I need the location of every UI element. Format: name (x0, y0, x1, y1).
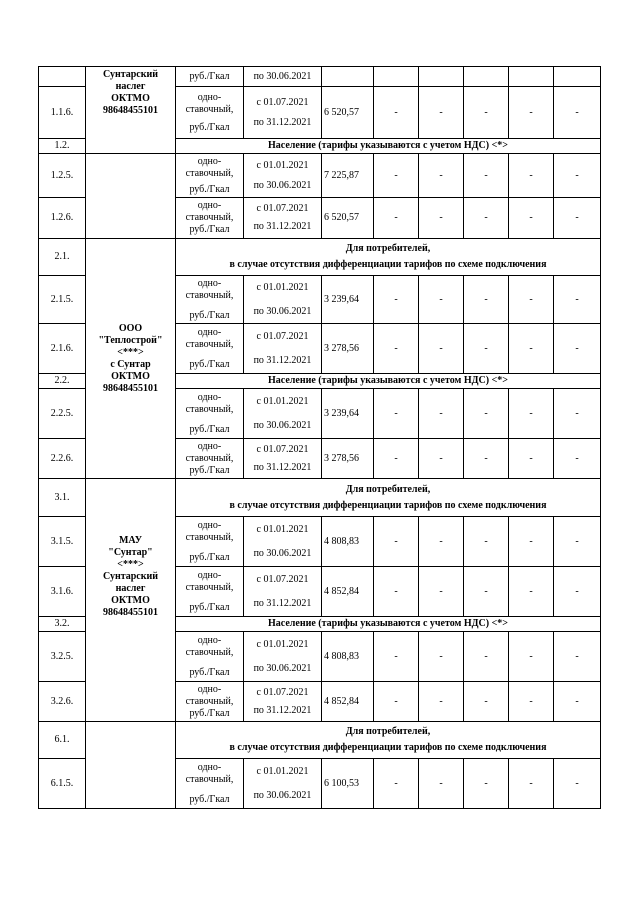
tariff-value: 4 852,84 (322, 567, 374, 617)
period-from: с 01.01.2021 (256, 523, 309, 535)
unit-cell: одно- ставочный, руб./Гкал (176, 439, 244, 479)
org-line: ОКТМО (111, 93, 150, 104)
unit-cell: одно- ставочный, руб./Гкал (176, 276, 244, 324)
period-from: с 01.07.2021 (256, 573, 309, 585)
dash-cell: - (554, 198, 601, 239)
dash-cell: - (374, 276, 419, 324)
tariff-value: 6 520,57 (322, 87, 374, 139)
dash-cell: - (464, 198, 509, 239)
row-number: 6.1. (39, 722, 86, 759)
dash-cell: - (374, 682, 419, 722)
dash-cell: - (554, 632, 601, 682)
tariff-value: 6 520,57 (322, 198, 374, 239)
period-to: по 30.06.2021 (253, 662, 312, 674)
dash-cell: - (374, 154, 419, 198)
dash-cell: - (509, 517, 554, 567)
dash-cell: - (464, 759, 509, 809)
dash-cell: - (509, 276, 554, 324)
org-line: ОКТМО (111, 371, 150, 382)
dash-cell: - (554, 87, 601, 139)
period-from: с 01.07.2021 (256, 443, 309, 455)
row-number: 2.2.6. (39, 439, 86, 479)
period-from: с 01.07.2021 (256, 203, 309, 214)
dash-cell: - (374, 198, 419, 239)
dash-cell: - (509, 154, 554, 198)
dash-cell: - (374, 87, 419, 139)
row-number: 2.1.6. (39, 324, 86, 374)
dash-cell: - (554, 567, 601, 617)
tariff-value: 3 278,56 (322, 439, 374, 479)
dash-cell: - (509, 759, 554, 809)
unit-cell: руб./Гкал (176, 67, 244, 87)
period-from: с 01.01.2021 (256, 159, 309, 171)
dash-cell: - (509, 632, 554, 682)
period-from: с 01.07.2021 (256, 330, 309, 342)
dash-cell: - (374, 389, 419, 439)
dash-cell: - (464, 632, 509, 682)
dash-cell: - (464, 87, 509, 139)
section-consumers: Для потребителей, в случае отсутствия дифференциации тарифов по схеме подключения (176, 239, 601, 276)
section-population: Население (тарифы указываются с учетом НДС) <*> (176, 374, 601, 389)
org-line: ООО (118, 323, 143, 334)
row-number: 3.2. (39, 617, 86, 632)
period-to: по 30.06.2021 (253, 547, 312, 559)
dash-cell: - (464, 154, 509, 198)
org-line: с Сунтар (110, 359, 151, 370)
dash-cell: - (554, 154, 601, 198)
period-cell (244, 276, 322, 324)
dash-cell: - (554, 389, 601, 439)
unit-cell: одно- ставочный, руб./Гкал (176, 87, 244, 139)
dash-cell: - (419, 87, 464, 139)
org-line: наслег (115, 81, 146, 92)
row-number: 2.2. (39, 374, 86, 389)
row-number: 3.1.5. (39, 517, 86, 567)
dash-cell: - (419, 439, 464, 479)
dash-cell: - (374, 567, 419, 617)
period-from: с 01.07.2021 (256, 686, 309, 698)
period-to: по 31.12.2021 (253, 461, 312, 473)
dash-cell: - (419, 567, 464, 617)
tariff-value: 3 278,56 (322, 324, 374, 374)
unit-cell: одно- ставочный, руб./Гкал (176, 567, 244, 617)
period-to: по 31.12.2021 (253, 116, 312, 128)
period-to: по 31.12.2021 (253, 354, 312, 366)
dash-cell: - (509, 682, 554, 722)
unit-cell: одно- ставочный, руб./Гкал (176, 632, 244, 682)
org-line: <***> (117, 559, 144, 570)
table-row (39, 154, 601, 198)
period-cell (244, 439, 322, 479)
org-line: 98648455101 (103, 383, 158, 394)
row-number: 2.1. (39, 239, 86, 276)
row-number: 1.2. (39, 139, 86, 154)
dash-cell: - (509, 87, 554, 139)
organization-cell-empty (86, 154, 176, 239)
org-line: "Теплострой" (98, 335, 163, 346)
tariff-value: 4 852,84 (322, 682, 374, 722)
period-to: по 30.06.2021 (253, 305, 312, 317)
period-to: по 30.06.2021 (253, 419, 312, 431)
dash-cell: - (554, 682, 601, 722)
row-number: 1.2.6. (39, 198, 86, 239)
period-cell (244, 682, 322, 722)
dash-cell: - (419, 632, 464, 682)
tariff-value: 6 100,53 (322, 759, 374, 809)
dash-cell: - (554, 276, 601, 324)
section-population: Население (тарифы указываются с учетом НДС) <*> (176, 139, 601, 154)
row-number: 2.1.5. (39, 276, 86, 324)
period-cell (244, 198, 322, 239)
dash-cell: - (374, 632, 419, 682)
section-consumers: Для потребителей, в случае отсутствия дифференциации тарифов по схеме подключения (176, 479, 601, 517)
period-cell (244, 632, 322, 682)
dash-cell: - (419, 198, 464, 239)
tariff-table (38, 66, 601, 809)
tariff-value: 4 808,83 (322, 632, 374, 682)
period-to: по 30.06.2021 (253, 179, 312, 191)
period-to: по 31.12.2021 (253, 597, 312, 609)
period-from: с 01.01.2021 (256, 638, 309, 650)
dash-cell: - (464, 517, 509, 567)
unit-cell: одно- ставочный, руб./Гкал (176, 517, 244, 567)
dash-cell: - (419, 517, 464, 567)
unit-cell: одно- ставочный, руб./Гкал (176, 759, 244, 809)
dash-cell: - (554, 517, 601, 567)
tariff-value: 3 239,64 (322, 276, 374, 324)
period-cell (244, 759, 322, 809)
period-to: по 30.06.2021 (244, 67, 322, 87)
dash-cell: - (509, 567, 554, 617)
tariff-value: 4 808,83 (322, 517, 374, 567)
dash-cell: - (554, 439, 601, 479)
org-line: Сунтарский (102, 69, 159, 80)
period-cell (244, 154, 322, 198)
section-population: Население (тарифы указываются с учетом НДС) <*> (176, 617, 601, 632)
organization-cell (86, 67, 176, 154)
tariff-value: 3 239,64 (322, 389, 374, 439)
dash-cell: - (464, 276, 509, 324)
org-line: ОКТМО (111, 595, 150, 606)
tariff-value (322, 67, 374, 87)
dash-cell: - (464, 389, 509, 439)
dash-cell: - (464, 567, 509, 617)
table-row (39, 67, 601, 87)
period-from: с 01.01.2021 (256, 395, 309, 407)
period-to: по 31.12.2021 (253, 221, 312, 232)
dash-cell: - (374, 759, 419, 809)
row-number: 6.1.5. (39, 759, 86, 809)
dash-cell: - (509, 389, 554, 439)
table-row (39, 722, 601, 759)
dash-cell: - (419, 154, 464, 198)
table-row (39, 479, 601, 517)
dash-cell: - (419, 682, 464, 722)
row-number: 3.1. (39, 479, 86, 517)
period-cell (244, 567, 322, 617)
dash-cell: - (419, 389, 464, 439)
dash-cell: - (464, 439, 509, 479)
org-line: 98648455101 (103, 607, 158, 618)
period-from: с 01.01.2021 (256, 281, 309, 293)
org-line: наслег (115, 583, 146, 594)
dash-cell: - (374, 439, 419, 479)
section-consumers: Для потребителей, в случае отсутствия дифференциации тарифов по схеме подключения (176, 722, 601, 759)
dash-cell: - (509, 324, 554, 374)
tariff-value: 7 225,87 (322, 154, 374, 198)
dash-cell: - (509, 198, 554, 239)
dash-cell: - (374, 517, 419, 567)
row-number: 1.1.6. (39, 87, 86, 139)
unit-cell: одно- ставочный, руб./Гкал (176, 389, 244, 439)
period-from: с 01.01.2021 (256, 765, 309, 777)
row-number (39, 67, 86, 87)
period-to: по 30.06.2021 (253, 789, 312, 801)
unit-cell: одно- ставочный, руб./Гкал (176, 324, 244, 374)
period-cell (244, 517, 322, 567)
dash-cell: - (419, 759, 464, 809)
table-row (39, 239, 601, 276)
dash-cell: - (464, 682, 509, 722)
dash-cell: - (374, 324, 419, 374)
period-cell (244, 87, 322, 139)
row-number: 1.2.5. (39, 154, 86, 198)
organization-cell (86, 479, 176, 722)
dash-cell: - (509, 439, 554, 479)
row-number: 3.1.6. (39, 567, 86, 617)
org-line: Сунтарский (102, 571, 159, 582)
org-line: <***> (117, 347, 144, 358)
org-line: 98648455101 (103, 105, 158, 116)
dash-cell: - (419, 324, 464, 374)
org-line: "Сунтар" (108, 547, 153, 558)
row-number: 3.2.5. (39, 632, 86, 682)
unit-cell: одно- ставочный, руб./Гкал (176, 682, 244, 722)
dash-cell: - (554, 324, 601, 374)
dash-cell: - (554, 759, 601, 809)
organization-cell-empty (86, 722, 176, 809)
period-cell (244, 324, 322, 374)
unit-cell: одно- ставочный, руб./Гкал (176, 154, 244, 198)
period-to: по 31.12.2021 (253, 704, 312, 716)
org-line: МАУ (118, 535, 143, 546)
dash-cell: - (464, 324, 509, 374)
period-cell (244, 389, 322, 439)
row-number: 2.2.5. (39, 389, 86, 439)
dash-cell: - (419, 276, 464, 324)
unit-cell: одно- ставочный, руб./Гкал (176, 198, 244, 239)
period-from: с 01.07.2021 (256, 96, 309, 108)
organization-cell (86, 239, 176, 479)
row-number: 3.2.6. (39, 682, 86, 722)
